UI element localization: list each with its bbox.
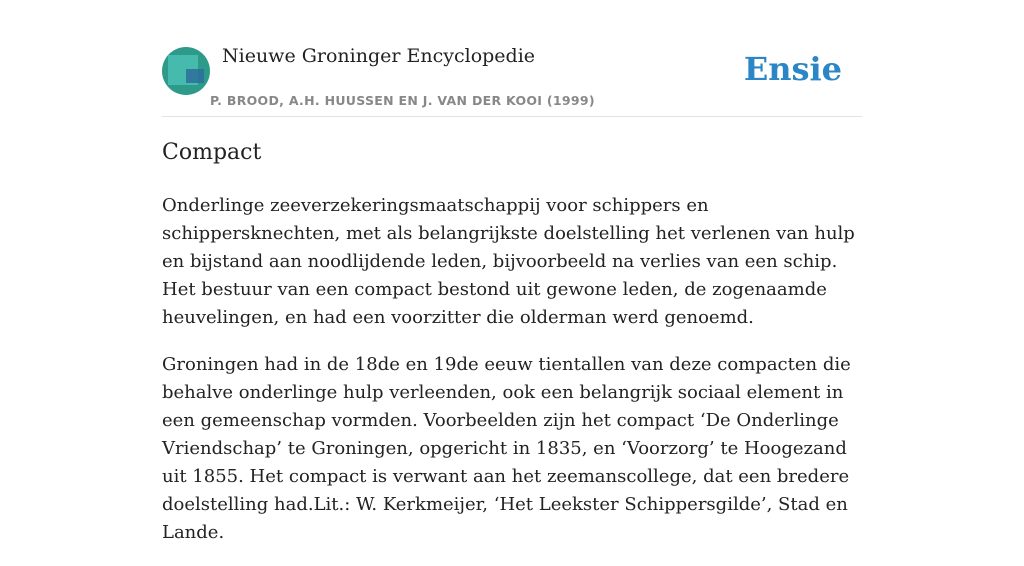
cover-block — [186, 69, 204, 83]
book-cover-icon[interactable] — [162, 47, 210, 95]
book-authors: P. BROOD, A.H. HUUSSEN EN J. VAN DER KOOI (1999) — [210, 93, 595, 108]
ensie-logo-link[interactable]: Ensie — [743, 50, 842, 88]
entry-paragraph: Groningen had in de 18de en 19de eeuw tientallen van deze compacten die behalve onderlinge hulp verleenden, ook een belangrijk sociaal element in een gemeenschap vormden. Voorbeelden zijn het compact ‘De Onderlinge Vriendschap’ te Groningen, opgericht in 1835, en ‘Voorzorg’ te Hoogezand uit 1855. Het compact is verwant aan het zeemanscollege, dat een bredere doelstelling had.Lit.: W. Kerkmeijer, ‘Het Leekster Schippersgilde’, Stad en Lande. — [162, 354, 851, 543]
content-container — [162, 40, 862, 543]
entry-title: Compact — [162, 140, 262, 165]
header — [162, 40, 862, 117]
entry-paragraph: Onderlinge zeeverzekeringsmaatschappij voor schippers en schippersknechten, met als belangrijkste doelstelling het verlenen van hulp en bijstand aan noodlijdende leden, bijvoorbeeld na verlies van een schip. Het bestuur van een compact bestond uit gewone leden, de zogenaamde heuvelingen, en had een voorzitter die olderman werd genoemd. — [162, 195, 855, 328]
entry-body — [162, 192, 867, 566]
book-title[interactable]: Nieuwe Groninger Encyclopedie — [222, 45, 536, 67]
